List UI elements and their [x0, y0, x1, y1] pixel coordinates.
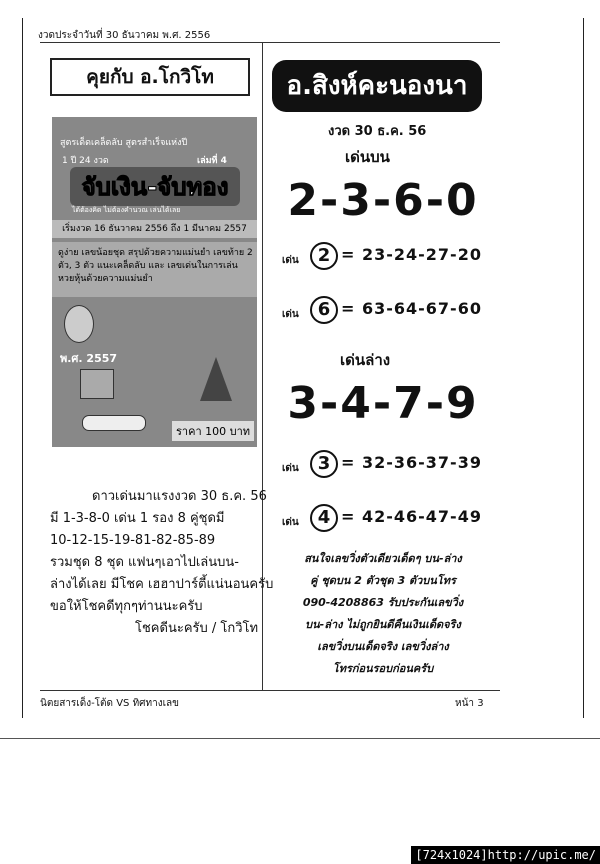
column-divider [262, 42, 263, 690]
message-line: 10-12-15-19-81-82-85-89 [50, 533, 216, 548]
upper-main-numbers: 2-3-6-0 [287, 175, 479, 226]
circled-digit: 6 [310, 296, 338, 324]
info-line: เลขวิ่งบนเด็ดจริง เลขวิ่งล่าง [317, 640, 449, 653]
kowito-message [50, 486, 274, 640]
number-set: = 32-36-37-39 [341, 453, 482, 472]
message-signature: โชคดีนะครับ / โกวิโท [135, 621, 259, 636]
contact-info [276, 548, 490, 680]
ad-price: ราคา 100 บาท [172, 421, 254, 441]
scan-edge-line [0, 738, 600, 739]
lower-label: เด่นล่าง [340, 351, 391, 369]
circled-digit: 4 [310, 504, 338, 532]
upload-watermark[interactable]: [724x1024]http://upic.me/ [411, 846, 600, 864]
info-line: 090-4208863 รับประกันเลขวิ่ง [302, 596, 464, 609]
person-thumbs-up-icon [64, 305, 94, 343]
issue-date-header: งวดประจำวันที่ 30 ธันวาคม พ.ศ. 2556 [38, 30, 211, 41]
upper-label: เด่นบน [345, 148, 390, 166]
play-label: เด่น [282, 309, 299, 320]
message-line: มี 1-3-8-0 เด่น 1 รอง 8 คู่ชุดมี [50, 511, 225, 526]
number-set: = 23-24-27-20 [341, 245, 482, 264]
footer-magazine-name: นิตยสารเด็ง-โต้ด VS ทิศทางเลข [40, 698, 179, 709]
message-line: ดาวเด่นมาแรงงวด 30 ธ.ค. 56 [92, 489, 267, 504]
right-column-title: อ.สิงห์คะนองนา [272, 60, 482, 112]
ad-band-text: ดูง่าย เลขน้อยชุด สรุปด้วยความแม่นยำ เลขท้าย 2 ตัว, 3 ตัว แนะเคล็ดลับ และ เลขเด่นในการเล่นหวยหุ้นด้วยความแม่นยำ [58, 248, 253, 284]
info-line: บน-ล่าง ไม่ถูกยินดีคืนเงินเด็ดจริง [305, 618, 461, 631]
info-line: โทรก่อนรอบก่อนครับ [332, 662, 434, 675]
number-set: = 42-46-47-49 [341, 507, 482, 526]
christmas-tree-icon [200, 357, 232, 401]
play-label: เด่น [282, 463, 299, 474]
ad-volume-number: เล่มที่ 4 [197, 156, 227, 166]
top-rule [40, 42, 500, 43]
ad-volume: 1 ปี 24 งวด [62, 156, 109, 166]
bottom-rule [40, 690, 500, 691]
message-line: ขอให้โชคดีทุกๆท่านนะครับ [50, 599, 203, 614]
left-column-title: คุยกับ อ.โกวิโท [50, 58, 250, 96]
draw-date: งวด 30 ธ.ค. 56 [328, 124, 427, 139]
play-label: เด่น [282, 255, 299, 266]
play-label: เด่น [282, 517, 299, 528]
ad-subtitle: ได้ต้องคิด ไม่ต้องคำนวณ เล่นได้เลย [72, 206, 181, 214]
info-line: สนใจเลขวิ่งตัวเดียวเด็ดๆ บน-ล่าง [304, 552, 462, 565]
message-line: รวมชุด 8 ชุด แฟนๆเอาไปเล่นบน- [50, 555, 239, 570]
info-line: คู่ ชุดบน 2 ตัวชุด 3 ตัวบนโทร [310, 574, 456, 587]
ad-title: จับเงิน-จับทอง [70, 167, 240, 206]
ad-period: เริ่มงวด 16 ธันวาคม 2556 ถึง 1 มีนาคม 2557 [52, 220, 257, 238]
ad-year: พ.ศ. 2557 [60, 352, 118, 365]
gift-box-icon [80, 369, 114, 399]
page-number: หน้า 3 [455, 698, 484, 709]
ad-tagline: สูตรเด็ดเคล็ดลับ สูตรสำเร็จแห่งปี [60, 138, 188, 148]
ad-button-shape [82, 415, 146, 431]
message-line: ล่างได้เลย มีโชค เฮฮาปาร์ตี้แน่นอนครับ [50, 577, 274, 592]
number-set: = 63-64-67-60 [341, 299, 482, 318]
circled-digit: 2 [310, 242, 338, 270]
circled-digit: 3 [310, 450, 338, 478]
magazine-ad-image [52, 117, 257, 447]
lower-main-numbers: 3-4-7-9 [287, 378, 479, 429]
